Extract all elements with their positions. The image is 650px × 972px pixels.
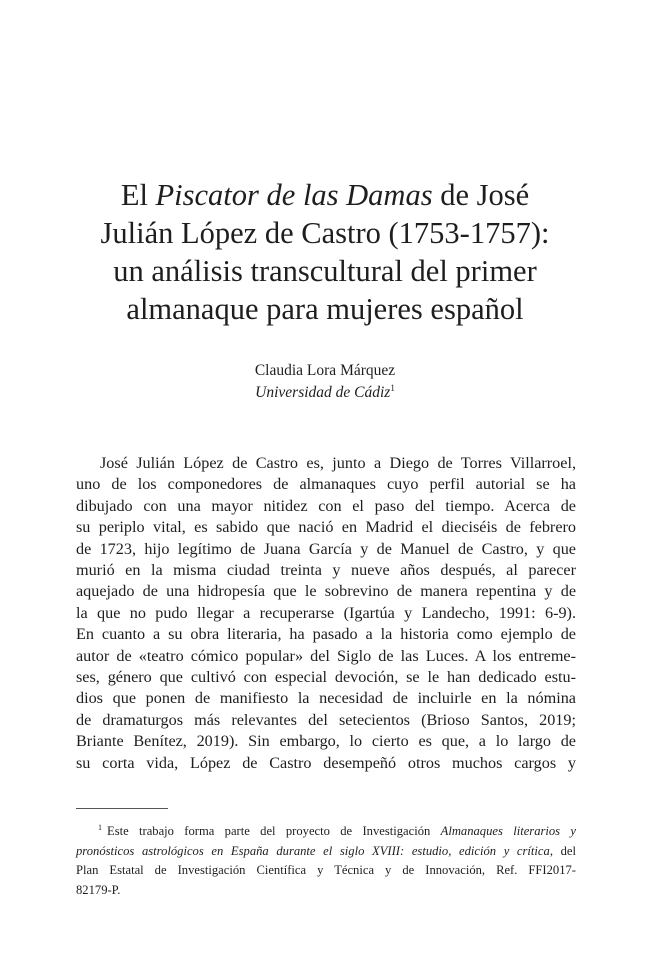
footnote-text: Este trabajo forma parte del proyecto de Investigación [107, 824, 441, 838]
body-line: aquejado de una hidropesía que le sobrevino de manera repentina y de [76, 582, 576, 601]
title-line-2: Julián López de Castro (1753-1757): [100, 216, 550, 250]
footnote-project-title: Almanaques literarios y [440, 824, 576, 838]
article-title [70, 176, 580, 328]
body-line: ses, género que cultivó con especial devoción, se le han dedicado estu- [76, 668, 576, 687]
body-line: autor de «teatro cómico popular» del Siglo de las Luces. A los entreme- [76, 646, 576, 665]
body-line: murió en la misma ciudad treinta y nueve años después, al parecer [76, 561, 576, 580]
title-line-4: almanaque para mujeres español [126, 292, 524, 326]
body-line: En cuanto a su obra literaria, ha pasado a la historia como ejemplo de [76, 625, 576, 644]
body-line: dios que ponen de manifiesto la necesidad de incluirle en la nómina [76, 689, 576, 708]
body-line: dibujado con una mayor nitidez con el paso del tiempo. Acerca de [76, 496, 576, 515]
footnote-reference[interactable]: 1 [390, 382, 395, 393]
footnote-line: 82179-P. [76, 882, 121, 897]
footnote-divider [76, 808, 168, 809]
footnote-line: Plan Estatal de Investigación Científica y Técnica y de Innovación, Ref. FFI2017- [76, 863, 576, 877]
title-text: El [120, 178, 156, 212]
body-line: José Julián López de Castro es, junto a Diego de Torres Villarroel, [100, 454, 576, 472]
author-block [150, 360, 500, 404]
affiliation-text: Universidad de Cádiz [255, 384, 391, 401]
body-line: uno de los componedores de almanaques cuyo perfil autorial se ha [76, 475, 576, 494]
footnote-text: , del [549, 843, 576, 858]
body-line: su corta vida, López de Castro desempeñó otros muchos cargos y [76, 753, 576, 772]
body-line: su periplo vital, es sabido que nació en Madrid el dieciséis de febrero [76, 518, 576, 537]
title-line-1 [70, 176, 580, 214]
body-paragraph [76, 453, 576, 774]
footnote [76, 822, 576, 900]
title-line-3: un análisis transcultural del primer [113, 254, 537, 288]
footnote-line [76, 822, 576, 842]
title-italic-work: Piscator de las Damas [155, 178, 433, 212]
title-text: de José [432, 178, 530, 212]
body-line: de dramaturgos más relevantes del setecientos (Brioso Santos, 2019; [76, 710, 576, 729]
body-line: la que no pudo llegar a recuperarse (Igartúa y Landecho, 1991: 6-9). [76, 603, 576, 622]
footnote-number: 1 [98, 822, 102, 832]
body-line: Briante Benítez, 2019). Sin embargo, lo cierto es que, a lo largo de [76, 732, 576, 751]
footnote-line [76, 842, 576, 862]
body-line: de 1723, hijo legítimo de Juana García y de Manuel de Castro, y que [76, 539, 576, 558]
author-affiliation [150, 382, 500, 404]
author-name: Claudia Lora Márquez [254, 362, 396, 379]
footnote-project-title: pronósticos astrológicos en España durante el siglo XVIII: estudio, edición y crítica [76, 843, 550, 858]
